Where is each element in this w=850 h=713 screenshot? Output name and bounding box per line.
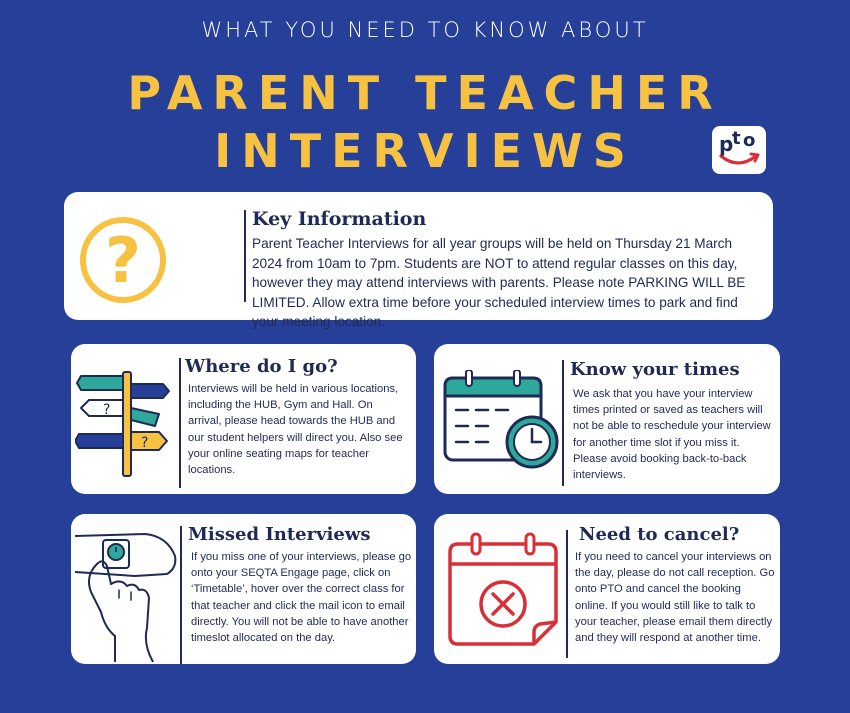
logo-letter-o: o xyxy=(743,130,756,151)
question-mark-icon xyxy=(78,215,168,305)
missed-heading: Missed Interviews xyxy=(188,524,371,545)
where-card xyxy=(71,344,416,494)
pto-logo xyxy=(712,126,766,174)
calendar-cancel-icon xyxy=(444,532,562,650)
divider xyxy=(180,526,182,664)
logo-letter-p: p xyxy=(719,132,734,156)
missed-card xyxy=(71,514,416,664)
page-title-line2: INTERVIEWS xyxy=(214,124,636,178)
calendar-clock-icon xyxy=(442,370,560,474)
signpost-icon xyxy=(75,370,175,480)
where-heading: Where do I go? xyxy=(185,356,338,377)
divider xyxy=(244,210,246,302)
cancel-card xyxy=(434,514,780,664)
divider xyxy=(179,358,181,488)
divider xyxy=(566,530,568,658)
page-title-line1: PARENT TEACHER xyxy=(127,66,723,120)
wrist-watch-icon xyxy=(75,528,179,662)
where-body: Interviews will be held in various locations, including the HUB, Gym and Hall. On arrival, please head towards the HUB and our student helpers will direct you. Also see your online seating maps for teacher locations. xyxy=(188,383,403,477)
svg-text:?: ? xyxy=(141,435,149,451)
key-information-card xyxy=(64,192,773,329)
key-information-body: Parent Teacher Interviews for all year groups will be held on Thursday 21 March 2024 from 10am to 7pm. Students are NOT to attend regular classes on this day, however they may attend interviews with parents. Please note PARKING WILL BE LIMITED. Allow extra time before your scheduled interview times to park and find your meeting location. xyxy=(252,236,746,329)
svg-text:?: ? xyxy=(103,402,111,418)
svg-text:?: ? xyxy=(105,224,141,297)
missed-body: If you miss one of your interviews, please go onto your SEQTA Engage page, click on ‘Timetable’, hover over the correct class for that teacher and click the mail icon to email directly. You will not be able to have another timeslot allocated on the day. xyxy=(191,551,412,645)
times-card xyxy=(434,344,780,494)
logo-letter-t: t xyxy=(732,128,741,149)
times-heading: Know your times xyxy=(570,359,740,380)
key-information-heading: Key Information xyxy=(252,208,427,230)
subtitle: WHAT YOU NEED TO KNOW ABOUT xyxy=(201,18,649,42)
cancel-body: If you need to cancel your interviews on the day, please do not call reception. Go onto PTO and cancel the booking online. If you would still like to talk to your teacher, please email them directly and they will respond at another time. xyxy=(575,551,775,645)
cancel-heading: Need to cancel? xyxy=(579,524,740,545)
times-body: We ask that you have your interview times printed or saved as teachers will not be able to reschedule your interview for another time slot if you miss it. Please avoid booking back-to-back interviews. xyxy=(573,388,771,482)
divider xyxy=(562,360,564,486)
